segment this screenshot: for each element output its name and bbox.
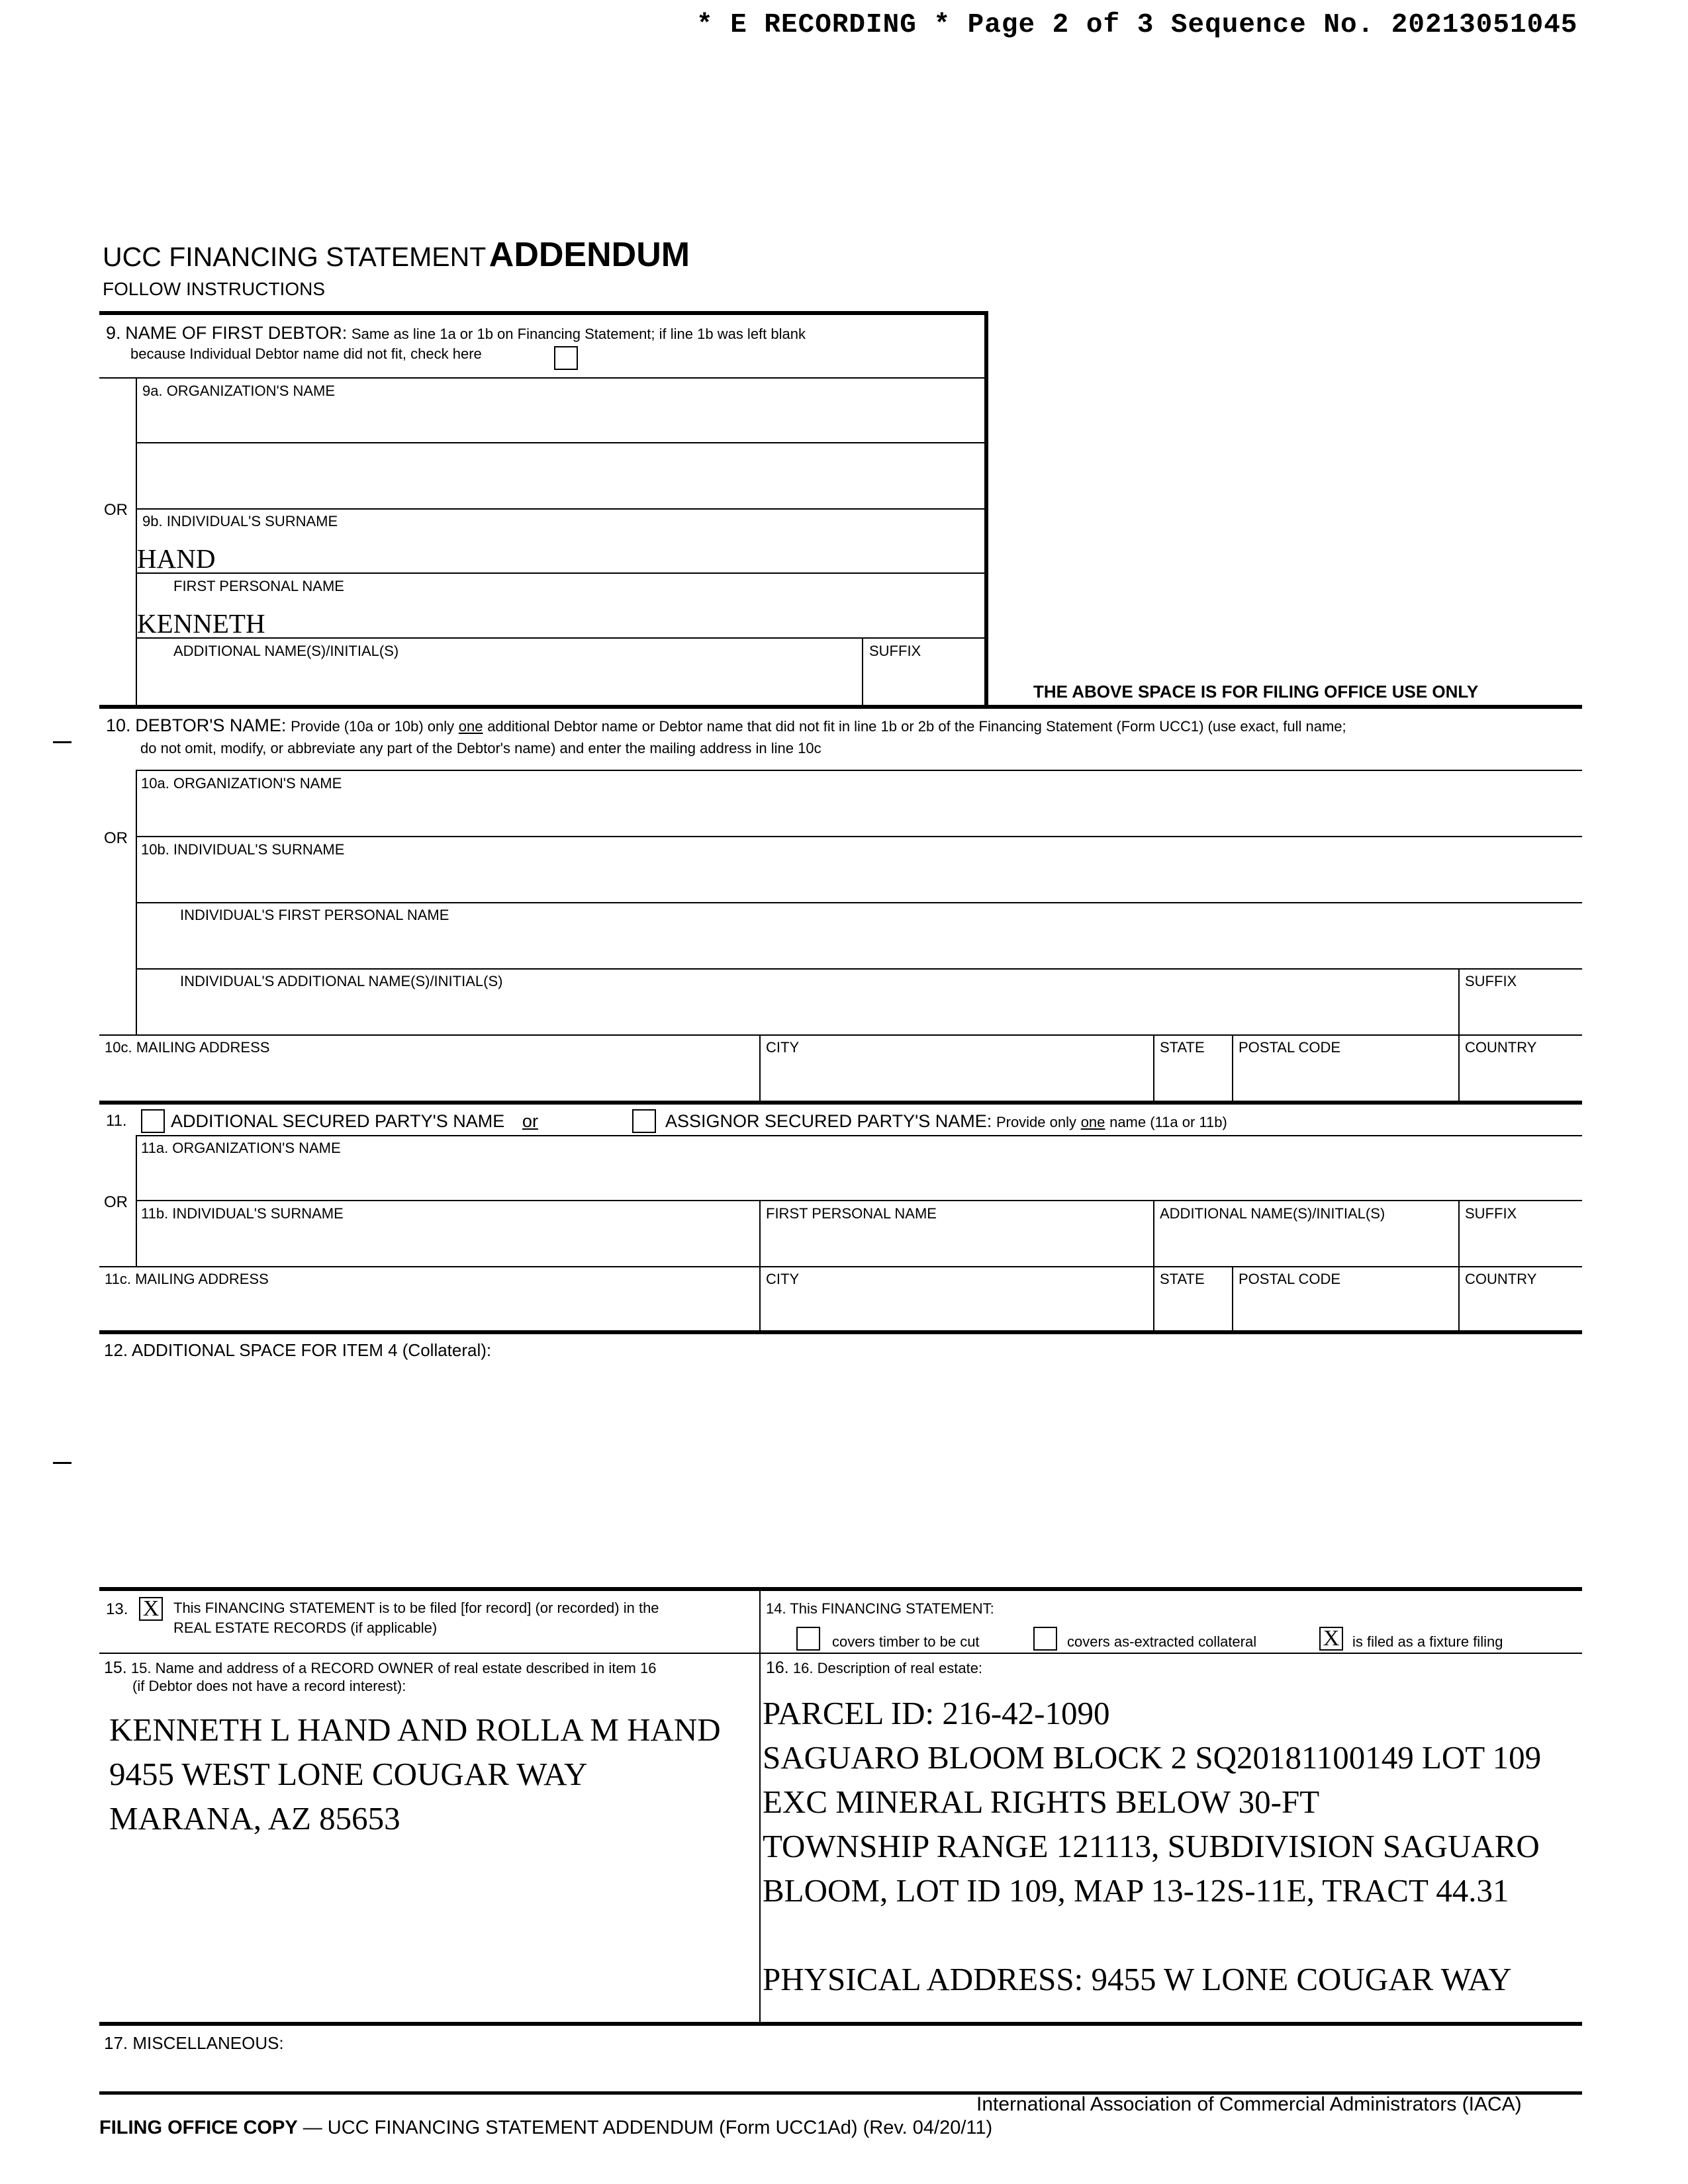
item13-checkbox[interactable]: X (139, 1597, 163, 1621)
item9-instruction-line2: because Individual Debtor name did not fit, check here (130, 345, 482, 362)
label-11c-postal: POSTAL CODE (1239, 1271, 1341, 1287)
label-11-or: OR (104, 1193, 128, 1211)
item10-instruction-line2: do not omit, modify, or abbreviate any part of the Debtor's name) and enter the mailing address in line 10c (140, 740, 821, 756)
label-10c-city: CITY (766, 1039, 800, 1056)
label-11c-city: CITY (766, 1271, 800, 1287)
item16-label-text: 16. Description of real estate: (792, 1660, 983, 1676)
item11-or: or (522, 1111, 538, 1131)
rule-10c-city-left (759, 1034, 761, 1102)
margin-mark-2 (53, 1462, 71, 1464)
rule-10c-postal-left (1232, 1034, 1233, 1102)
item10-instruction-one: one (458, 718, 483, 735)
rule-suffix-left (862, 637, 863, 705)
label-9-suffix: SUFFIX (869, 643, 921, 659)
item10-heading: DEBTOR'S NAME: (135, 715, 287, 735)
recording-header: * E RECORDING * Page 2 of 3 Sequence No. 20213051045 (696, 10, 1578, 40)
item9-instruction-line1: Same as line 1a or 1b on Financing Statement; if line 1b was left blank (351, 326, 806, 342)
label-11-additional: ADDITIONAL NAME(S)/INITIAL(S) (1160, 1205, 1385, 1222)
form-title-prefix: UCC FINANCING STATEMENT (103, 242, 487, 272)
item11-provide-b: name (11a or 11b) (1109, 1114, 1227, 1130)
label-9-or: OR (104, 501, 128, 519)
label-10-suffix: SUFFIX (1465, 973, 1517, 989)
label-13-number: 13. (106, 1600, 128, 1618)
label-10c-country: COUNTRY (1465, 1039, 1537, 1056)
item11-provide-one: one (1080, 1114, 1105, 1130)
rule-item13-top (99, 1587, 1582, 1591)
form-title-emphasis: ADDENDUM (489, 236, 690, 274)
label-10-or: OR (104, 829, 128, 847)
footer-copy-rest: — UCC FINANCING STATEMENT ADDENDUM (Form UCC1Ad) (Rev. 04/20/11) (297, 2117, 993, 2138)
label-10a: 10a. ORGANIZATION'S NAME (141, 775, 342, 792)
item16-line5: BLOOM, LOT ID 109, MAP 13-12S-11E, TRACT 44.31 (763, 1872, 1509, 1909)
label-10-first: INDIVIDUAL'S FIRST PERSONAL NAME (180, 907, 449, 923)
item14-extracted-checkbox[interactable] (1033, 1627, 1057, 1651)
item10-number: 10. (106, 715, 131, 735)
rule-10c-top (99, 1034, 1582, 1036)
label-11c-country: COUNTRY (1465, 1271, 1537, 1287)
item15-label-line1: 15. 15. Name and address of a RECORD OWNER of real estate described in item 16 (104, 1659, 657, 1677)
label-11-first: FIRST PERSONAL NAME (766, 1205, 937, 1222)
label-12: 12. ADDITIONAL SPACE FOR ITEM 4 (Collateral): (104, 1340, 492, 1360)
item14-option-timber: covers timber to be cut (832, 1633, 980, 1650)
label-11c-state: STATE (1160, 1271, 1205, 1287)
footer-copy-bold: FILING OFFICE COPY (99, 2117, 298, 2138)
rule-item9-top (99, 311, 988, 315)
rule-item17-top (99, 2022, 1582, 2026)
value-9b-surname: HAND (137, 543, 216, 574)
rule-11b-top (136, 1200, 1582, 1201)
label-9-additional: ADDITIONAL NAME(S)/INITIAL(S) (173, 643, 399, 659)
form-title (103, 235, 690, 275)
label-17: 17. MISCELLANEOUS: (104, 2033, 284, 2053)
item10-instruction-b: additional Debtor name or Debtor name that did not fit in line 1b or 2b of the Financing Statement (Form UCC1) (use exact, full name; (487, 718, 1346, 735)
rule-item11-inner-left (136, 1135, 137, 1267)
rule-11c-top (99, 1266, 1582, 1267)
footer-iaca: International Association of Commercial Administrators (IACA) (976, 2093, 1522, 2115)
item13-text-line2: REAL ESTATE RECORDS (if applicable) (173, 1619, 438, 1636)
item15-owner-line1: KENNETH L HAND AND ROLLA M HAND (109, 1711, 721, 1748)
item10-heading-line (106, 715, 1346, 737)
item9-heading-line (106, 322, 806, 344)
rule-item11-top (99, 1101, 1582, 1105)
item9-number: 9. (106, 323, 121, 343)
item9-check-box[interactable] (554, 346, 578, 370)
item15-label-line2: (if Debtor does not have a record interest): (132, 1678, 406, 1694)
label-9a: 9a. ORGANIZATION'S NAME (142, 383, 336, 399)
footer-copy-line (99, 2116, 992, 2140)
rule-11c-state-left (1153, 1266, 1154, 1332)
rule-11c-postal-left (1232, 1266, 1233, 1332)
rule-9a-bottom (136, 442, 988, 443)
rule-11-additional-left (1153, 1200, 1154, 1266)
item15-owner-line2: 9455 WEST LONE COUGAR WAY (109, 1756, 588, 1792)
rule-item12-top (99, 1330, 1582, 1334)
label-11-suffix: SUFFIX (1465, 1205, 1517, 1222)
item16-line3: EXC MINERAL RIGHTS BELOW 30-FT (763, 1784, 1320, 1820)
item11-additional-line (171, 1111, 538, 1132)
item11-additional-label: ADDITIONAL SECURED PARTY'S NAME (171, 1111, 505, 1131)
label-11b: 11b. INDIVIDUAL'S SURNAME (141, 1205, 344, 1222)
label-11a: 11a. ORGANIZATION'S NAME (141, 1140, 341, 1156)
item10-instruction-a: Provide (10a or 10b) only (291, 718, 455, 735)
item11-additional-checkbox[interactable] (141, 1109, 165, 1133)
item14-option-extracted: covers as-extracted collateral (1067, 1633, 1257, 1650)
rule-item15-top (99, 1653, 1582, 1654)
label-10b: 10b. INDIVIDUAL'S SURNAME (141, 841, 345, 858)
item15-owner-line3: MARANA, AZ 85653 (109, 1800, 400, 1837)
item16-physical-address: PHYSICAL ADDRESS: 9455 W LONE COUGAR WAY (763, 1961, 1512, 1997)
label-11-number: 11. (106, 1112, 127, 1130)
rule-9a-top (99, 377, 988, 379)
item16-line1: PARCEL ID: 216-42-1090 (763, 1695, 1110, 1731)
rule-10b-top (136, 836, 1582, 837)
label-14: 14. This FINANCING STATEMENT: (766, 1600, 994, 1617)
item14-fixture-checkbox[interactable]: X (1319, 1627, 1343, 1651)
item9-heading: NAME OF FIRST DEBTOR: (125, 323, 348, 343)
label-9b: 9b. INDIVIDUAL'S SURNAME (142, 513, 338, 529)
item15-label-text: 15. Name and address of a RECORD OWNER of real estate described in item 16 (130, 1660, 657, 1676)
item16-label: 16. 16. Description of real estate: (766, 1659, 983, 1677)
item11-assignor-checkbox[interactable] (632, 1109, 656, 1133)
item14-timber-checkbox[interactable] (796, 1627, 820, 1651)
margin-mark-1 (53, 741, 71, 743)
label-11c: 11c. MAILING ADDRESS (105, 1271, 269, 1287)
label-10c: 10c. MAILING ADDRESS (105, 1039, 270, 1056)
item13-text-line1: This FINANCING STATEMENT is to be filed [for record] (or recorded) in the (173, 1600, 659, 1616)
rule-first-top (136, 572, 988, 574)
rule-item9-inner-left (136, 377, 137, 705)
filing-office-note: THE ABOVE SPACE IS FOR FILING OFFICE USE ONLY (1033, 682, 1479, 702)
item11-provide-a: Provide only (996, 1114, 1077, 1130)
label-9-first: FIRST PERSONAL NAME (173, 578, 344, 594)
label-10-additional: INDIVIDUAL'S ADDITIONAL NAME(S)/INITIAL(S) (180, 973, 503, 989)
rule-item10-top (99, 705, 1582, 709)
label-10c-state: STATE (1160, 1039, 1205, 1056)
rule-11a-top (136, 1135, 1582, 1136)
rule-10b-first-top (136, 902, 1582, 903)
rule-10a-top (136, 770, 1582, 771)
item11-assignor-line (665, 1111, 1227, 1132)
item14-option-fixture: is filed as a fixture filing (1352, 1633, 1503, 1650)
value-9-first: KENNETH (137, 608, 265, 639)
rule-9b-top (136, 508, 988, 510)
follow-instructions: FOLLOW INSTRUCTIONS (103, 279, 326, 299)
item16-line2: SAGUARO BLOOM BLOCK 2 SQ20181100149 LOT 109 (763, 1739, 1542, 1776)
item16-line4: TOWNSHIP RANGE 121113, SUBDIVISION SAGUARO (763, 1828, 1540, 1864)
rule-10b-additional-top (136, 968, 1582, 970)
label-10c-postal: POSTAL CODE (1239, 1039, 1341, 1056)
item11-assignor-label: ASSIGNOR SECURED PARTY'S NAME: (665, 1111, 992, 1131)
rule-10c-state-left (1153, 1034, 1154, 1102)
